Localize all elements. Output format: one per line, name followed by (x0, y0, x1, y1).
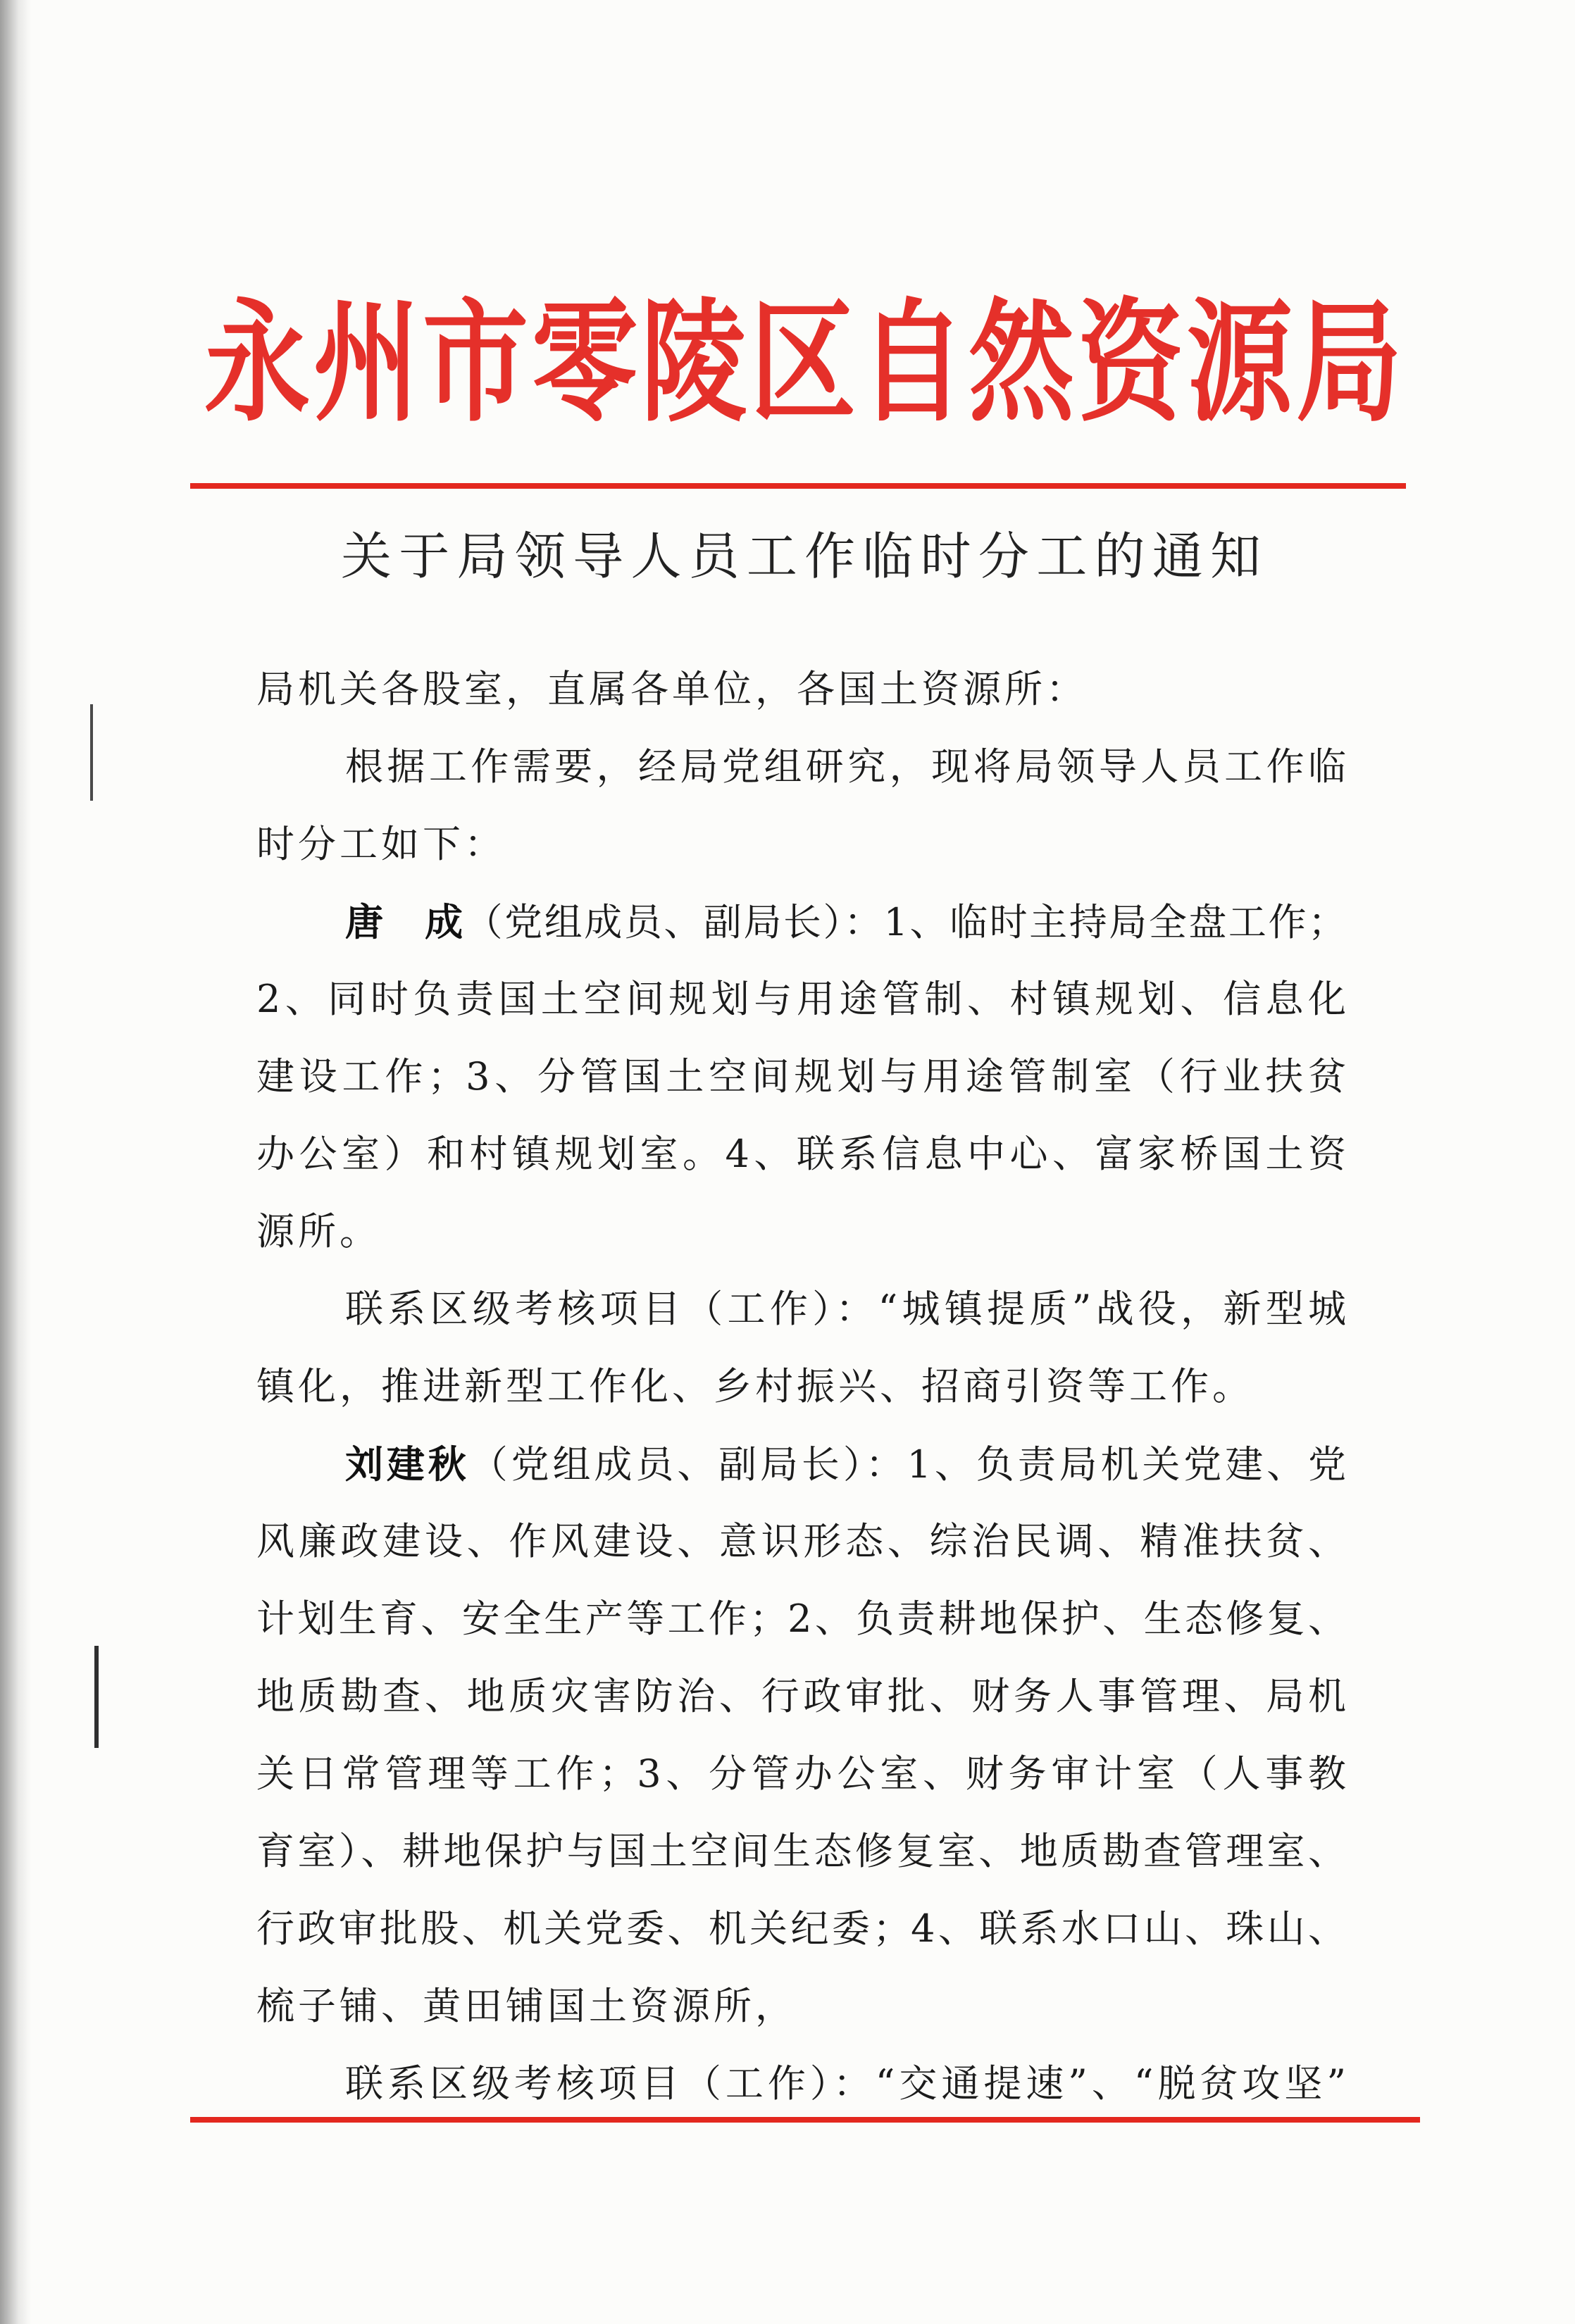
body-line: 联系区级考核项目（工作）：“城镇提质”战役，新型城 (345, 1287, 1346, 1331)
body-line: 办公室）和村镇规划室。4、联系信息中心、富家桥国土资 (256, 1132, 1346, 1176)
binding-mark (90, 704, 93, 801)
body-line: 刘建秋（党组成员、副局长）：1、负责局机关党建、党 (345, 1442, 1346, 1487)
salutation-line: 局机关各股室，直属各单位，各国土资源所： (256, 667, 1088, 711)
body-line: 时分工如下： (256, 822, 506, 866)
scan-edge-shadow (0, 0, 31, 2324)
body-line: 根据工作需要，经局党组研究，现将局领导人员工作临 (345, 744, 1346, 789)
body-line: 关日常管理等工作；3、分管办公室、财务审计室（人事教 (256, 1751, 1346, 1796)
leader-name: 刘建秋 (345, 1442, 470, 1487)
letterhead-red-rule (190, 483, 1406, 489)
body-line: 行政审批股、机关党委、机关纪委；4、联系水口山、珠山、 (256, 1906, 1346, 1951)
body-line: 地质勘查、地质灾害防治、行政审批、财务人事管理、局机 (256, 1674, 1346, 1718)
body-line: 源所。 (256, 1209, 381, 1254)
body-line: 联系区级考核项目（工作）：“交通提速”、“脱贫攻坚” (345, 2061, 1346, 2106)
body-line: 计划生育、安全生产等工作；2、负责耕地保护、生态修复、 (256, 1597, 1346, 1641)
org-letterhead-title: 永州市零陵区自然资源局 (204, 285, 1402, 440)
body-line: 风廉政建设、作风建设、意识形态、综治民调、精准扶贫、 (256, 1519, 1346, 1563)
binding-mark (94, 1646, 99, 1748)
notice-title: 关于局领导人员工作临时分工的通知 (341, 527, 1261, 586)
body-line: 育室）、耕地保护与国土空间生态修复室、地质勘查管理室、 (256, 1829, 1346, 1873)
body-line: 镇化，推进新型工作化、乡村振兴、招商引资等工作。 (256, 1364, 1254, 1408)
footer-red-rule (190, 2117, 1420, 2123)
leader-name: 唐 成 (345, 899, 465, 944)
notice-body (256, 651, 1346, 2123)
body-line: 梳子铺、黄田铺国土资源所， (256, 1984, 797, 2028)
body-line: 2、同时负责国土空间规划与用途管制、村镇规划、信息化 (256, 977, 1346, 1021)
body-line: 唐 成（党组成员、副局长）：1、临时主持局全盘工作； (345, 899, 1346, 944)
body-line: 建设工作；3、分管国土空间规划与用途管制室（行业扶贫 (256, 1054, 1346, 1099)
